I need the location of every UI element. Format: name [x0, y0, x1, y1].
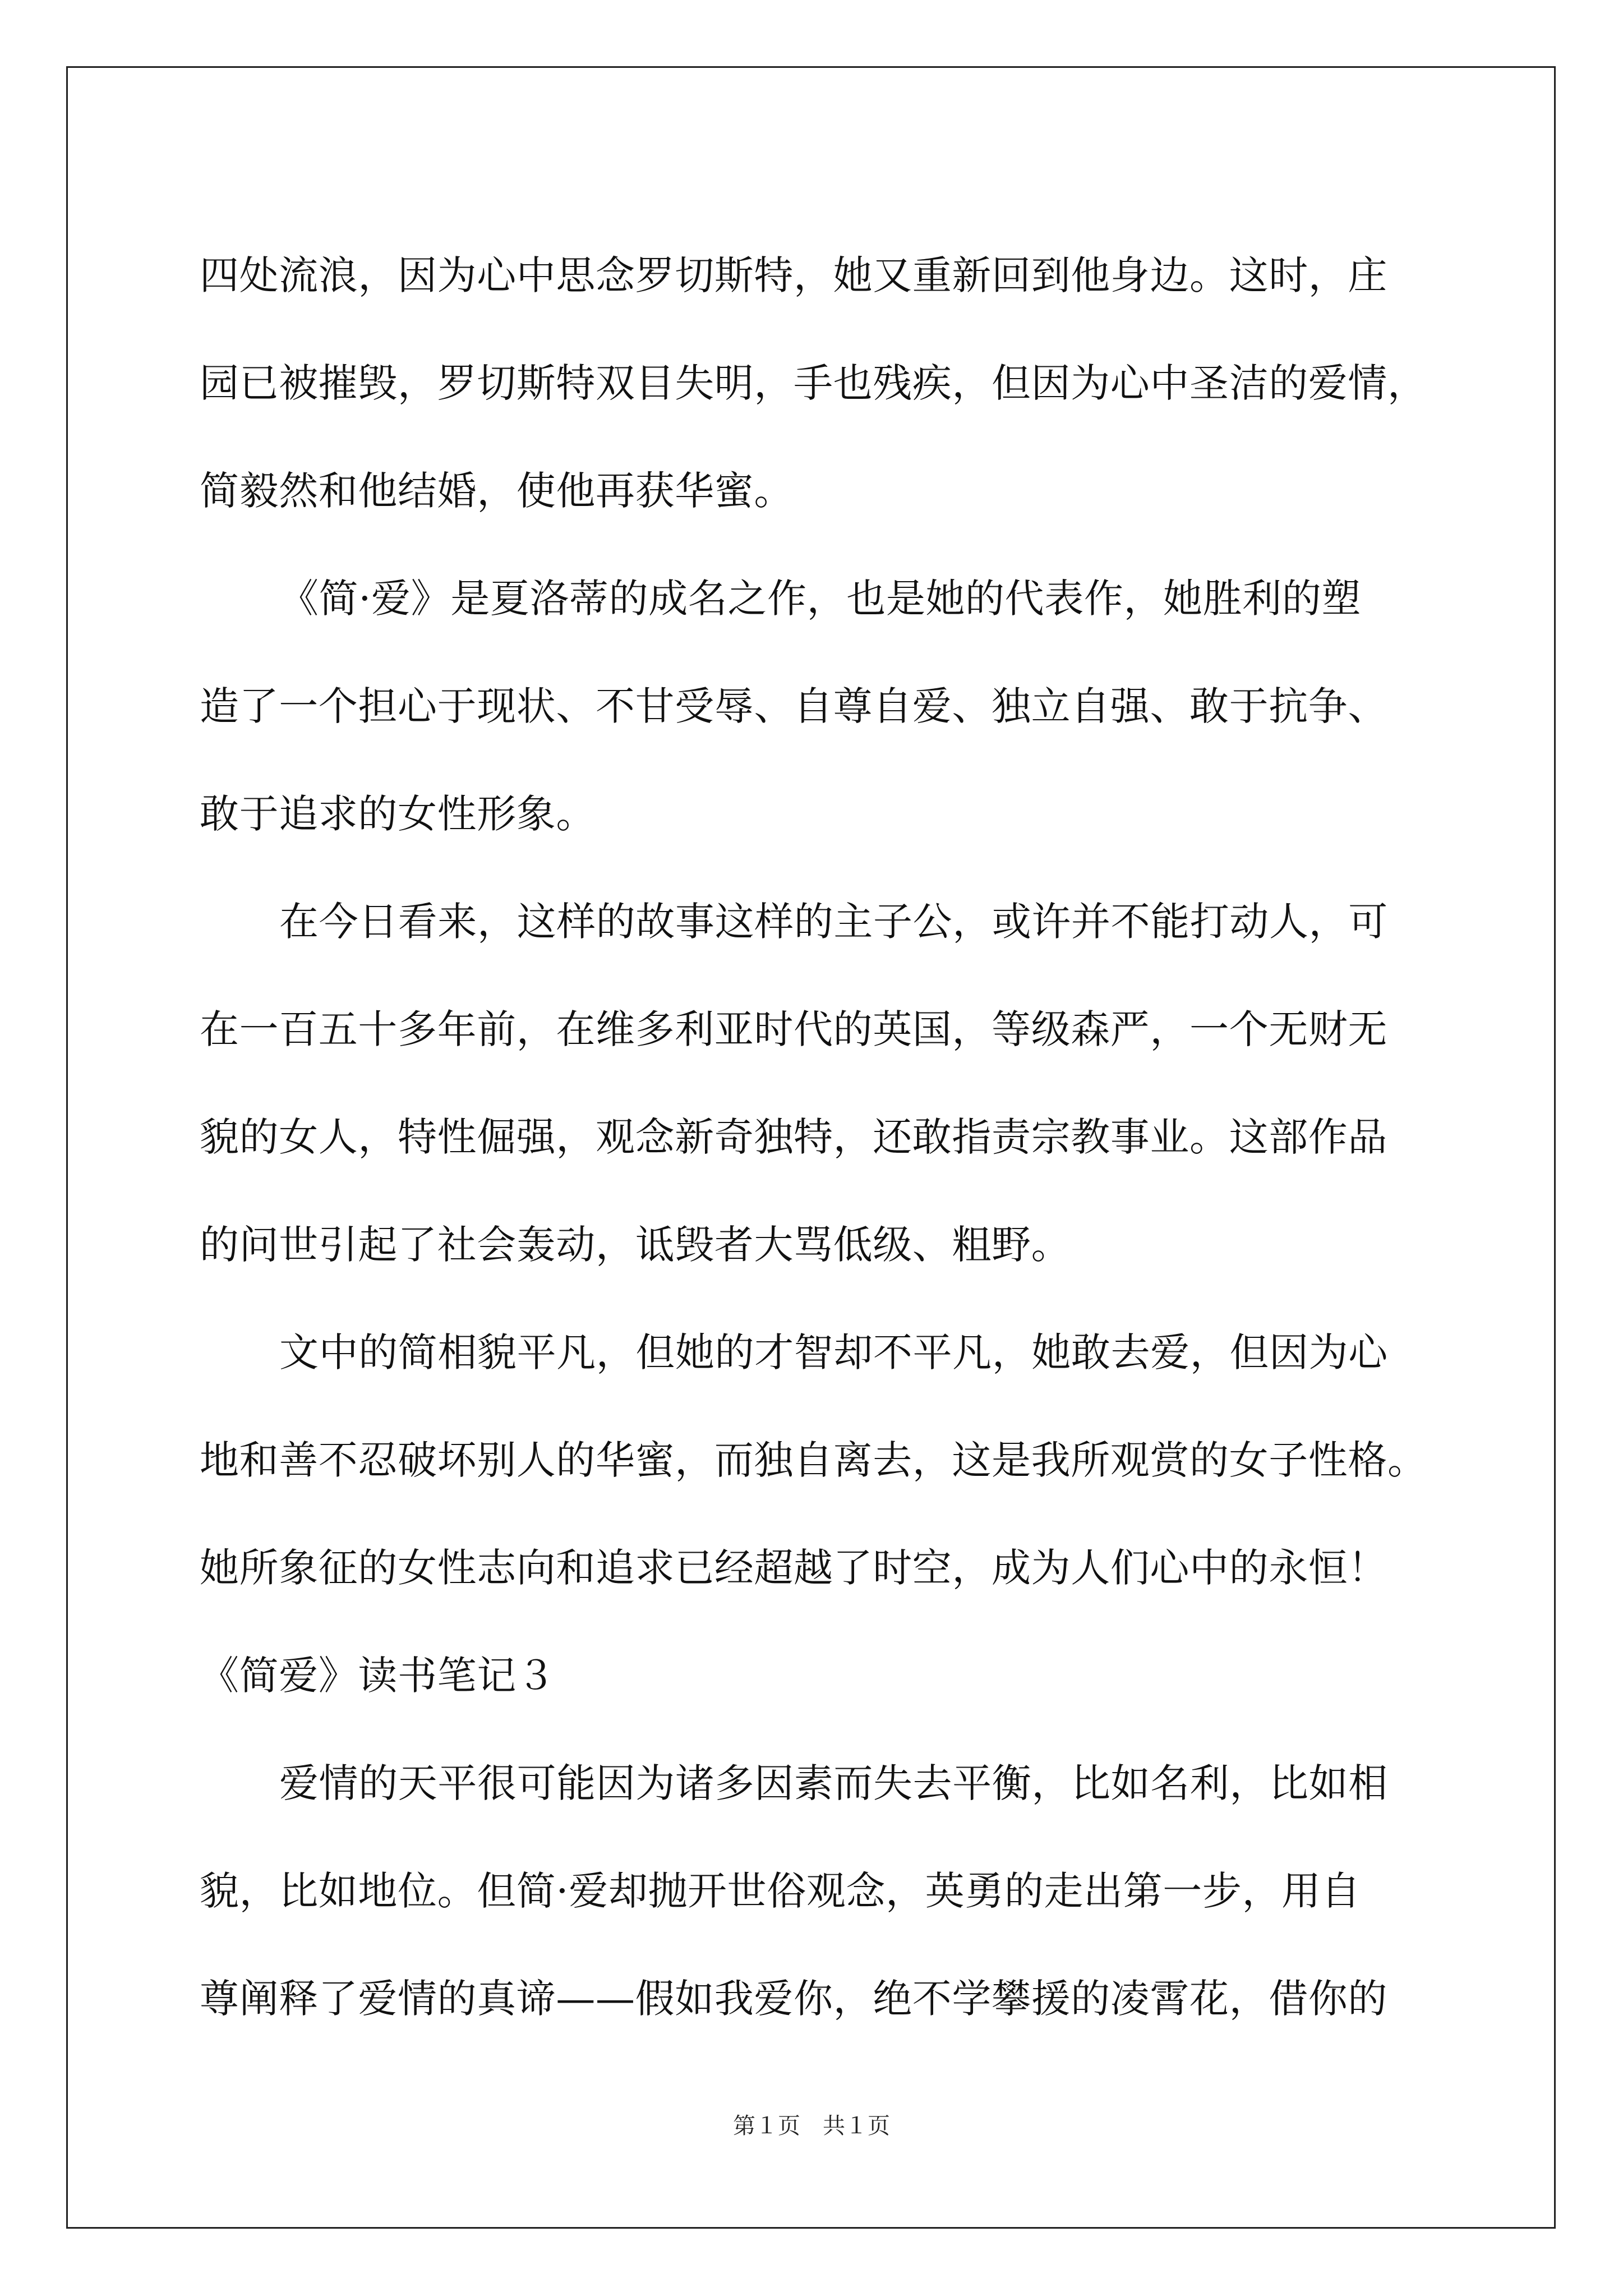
paragraph-line: 在今日看来，这样的故事这样的主子公，或许并不能打动人，可	[279, 899, 1388, 945]
paragraph-line: 简毅然和他结婚，使他再获华蜜。	[200, 468, 794, 514]
document-body	[200, 222, 1445, 2053]
paragraph-line: 造了一个担心于现状、不甘受辱、自尊自爱、独立自强、敢于抗争、	[200, 683, 1387, 729]
paragraph-line: 地和善不忍破坏别人的华蜜，而独自离去，这是我所观赏的女子性格。	[200, 1437, 1427, 1483]
paragraph-line: 四处流浪，因为心中思念罗切斯特，她又重新回到他身边。这时，庄	[200, 252, 1387, 298]
paragraph-line: 敢于追求的女性形象。	[200, 791, 596, 837]
paragraph-line: 的问世引起了社会轰动，诋毁者大骂低级、粗野。	[200, 1222, 1071, 1268]
paragraph-line: 在一百五十多年前，在维多利亚时代的英国，等级森严，一个无财无	[200, 1006, 1387, 1052]
paragraph-line: 她所象征的女性志向和追求已经超越了时空，成为人们心中的永恒！	[200, 1545, 1387, 1591]
paragraph-line: 园已被摧毁，罗切斯特双目失明，手也残疾，但因为心中圣洁的爱情，	[200, 360, 1427, 406]
section-heading: 《简爱》读书笔记３	[200, 1653, 556, 1699]
paragraph-line: 貌，比如地位。但简·爱却抛开世俗观念，英勇的走出第一步，用自	[200, 1868, 1361, 1914]
paragraph-line: 文中的简相貌平凡，但她的才智却不平凡，她敢去爱，但因为心	[279, 1329, 1388, 1375]
page-number-footer: 第１页 共１页	[733, 2113, 890, 2139]
paragraph-line: 尊阐释了爱情的真谛——假如我爱你，绝不学攀援的凌霄花，借你的	[200, 1976, 1387, 2022]
paragraph-line: 爱情的天平很可能因为诸多因素而失去平衡，比如名利，比如相	[279, 1760, 1388, 1806]
paragraph-line: 《简·爱》是夏洛蒂的成名之作，也是她的代表作，她胜利的塑	[279, 576, 1362, 622]
paragraph-line: 貌的女人，特性倔强，观念新奇独特，还敢指责宗教事业。这部作品	[200, 1114, 1387, 1160]
